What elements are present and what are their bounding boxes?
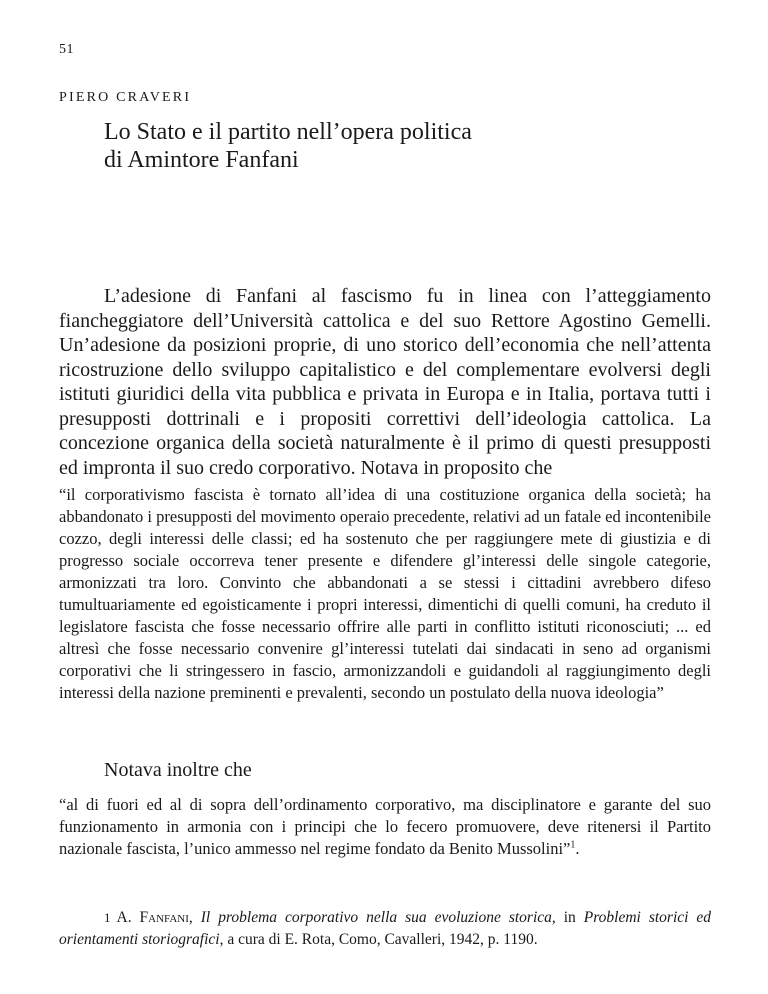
footnote-collection-title: Problemi storici ed orientamenti storiografici <box>59 909 712 948</box>
quote-2-end: . <box>575 839 580 858</box>
quote-2-text: “al di fuori ed al di sopra dell’ordinamento corporativo, ma disciplinatore e garante del suo funzionamento in armonia con i principi che lo fecero promuovere, deve ritenersi il Partito nazionale fascista, l’unico ammesso nel regime fondato da Benito Mussolini” <box>59 795 711 858</box>
footnote-work-title: Il problema corporativo nella sua evoluzione storica <box>200 909 552 926</box>
footnote-publication: , a cura di E. Rota, Como, Cavalleri, 1942, p. 1190. <box>219 931 538 948</box>
footnote-separator-2: , in <box>551 909 584 926</box>
page-number: 51 <box>59 42 74 57</box>
block-quote-1: “il corporativismo fascista è tornato all’idea di una costituzione organica della società; ha abbandonato i presupposti del movimento operaio precedente, relativi ad un fatale ed incontenibile cozzo, degli interessi delle classi; ed ha sostenuto che per raggiungere mete di giustizia e di progresso sociale occorreva tener presente e difendere gl’interessi delle singole categorie, armonizzati tra loro. Convinto che abbandonati a se stessi i cittadini avrebbero difeso tumultuariamente ed egoisticamente i propri interessi, dimentichi di quelli comuni, ha creduto il legislatore fascista che fosse necessario offrire alle parti in conflitto istituti riconosciuti; ... ed altresì che fosse necessario convenire gl’interessi tutelati dai sindacati in seno ad organismi corporativi che li stringessero in fascio, armonizzandoli e guidandoli al raggiungimento degli interessi della nazione preminenti e prevalenti, secondo un postulato della nuova ideologia” <box>59 485 711 702</box>
footnote-separator-1: , <box>188 909 201 926</box>
title-line-2: di Amintore Fanfani <box>104 147 299 173</box>
footnote-author-surname: Fanfani <box>139 909 189 926</box>
title-line-1: Lo Stato e il partito nell’opera politica <box>104 119 472 145</box>
footnote-number: 1 <box>104 910 111 925</box>
author-name: PIERO CRAVERI <box>59 90 192 105</box>
body-paragraph-2: Notava inoltre che <box>104 759 252 781</box>
footnote <box>59 907 711 951</box>
footnote-reference[interactable]: 1 <box>570 839 576 851</box>
footnote-author-initial: A. <box>116 909 132 926</box>
article-title <box>104 118 664 174</box>
block-quote-2 <box>59 794 711 860</box>
body-paragraph-1: L’adesione di Fanfani al fascismo fu in linea con l’atteggiamento fiancheggiatore dell’Università cattolica e del suo Rettore Agostino Gemelli. Un’adesione da posizioni proprie, di uno storico dell’economia che nell’attenta ricostruzione dello sviluppo capitalistico e del complementare evolversi degli istituti giuridici della vita pubblica e privata in Europa e in Italia, portava tutti i presupposti dottrinali e i propositi correttivi dell’ideologia cattolica. La concezione organica della società naturalmente è il primo di questi presupposti ed impronta il suo credo corporativo. Notava in proposito che <box>59 285 711 479</box>
